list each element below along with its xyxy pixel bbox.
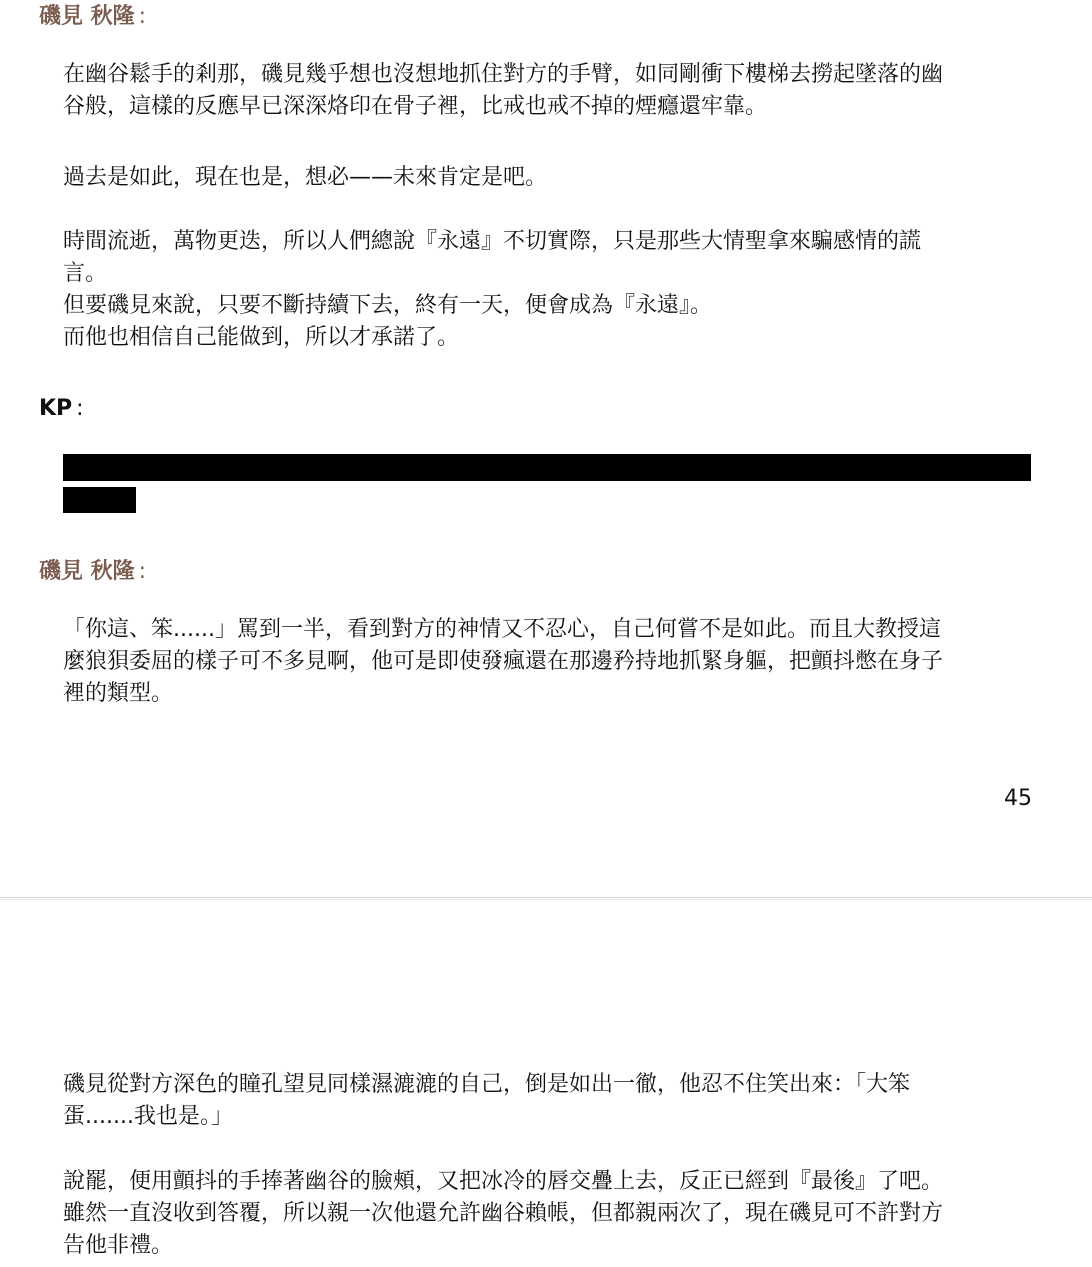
speaker-name: 磯見 秋隆 <box>39 559 135 584</box>
speaker-label-isomi <box>39 2 146 32</box>
text-line: 磯見從對方深色的瞳孔望見同樣濕漉漉的自己，倒是如出一徹，他忍不住笑出來：「大笨 <box>63 1072 911 1097</box>
speaker-name: KP <box>39 396 73 421</box>
speaker-name: 磯見 秋隆 <box>39 4 135 29</box>
text-line: 言。 <box>63 261 108 286</box>
text-line: 蛋.......我也是。」 <box>63 1104 233 1129</box>
redaction-bar <box>63 454 1031 481</box>
speaker-label-isomi <box>39 557 146 587</box>
text-line: 谷般，這樣的反應早已深深烙印在骨子裡，比戒也戒不掉的煙癮還牢靠。 <box>63 94 768 119</box>
text-line: 「你這、笨......」罵到一半，看到對方的神情又不忍心，自己何嘗不是如此。而且大教授這 <box>63 617 941 642</box>
text-line: 麼狼狽委屈的樣子可不多見啊，他可是即使發瘋還在那邊矜持地抓緊身軀，把顫抖憋在身子 <box>63 649 944 674</box>
separator-line <box>0 897 1092 898</box>
text-line: 雖然一直沒收到答覆，所以親一次他還允許幽谷賴帳，但都親兩次了，現在磯見可不許對方 <box>63 1201 944 1226</box>
text-line: 時間流逝，萬物更迭，所以人們總說『永遠』不切實際，只是那些大情聖拿來騙感情的謊 <box>63 229 922 254</box>
text-line: 在幽谷鬆手的剎那，磯見幾乎想也沒想地抓住對方的手臂，如同剛衝下樓梯去撈起墜落的幽 <box>63 62 944 87</box>
document-page-46 <box>0 912 1092 1267</box>
text-line: 告他非禮。 <box>63 1233 174 1258</box>
speaker-label-kp <box>39 394 84 424</box>
text-line: 而他也相信自己能做到，所以才承諾了。 <box>63 325 460 350</box>
speaker-colon: : <box>138 4 147 29</box>
dialogue-paragraph <box>63 1069 1038 1133</box>
dialogue-paragraph <box>63 1166 1038 1262</box>
text-line: 說罷，便用顫抖的手捧著幽谷的臉頰，又把冰冷的唇交疊上去，反正已經到『最後』了吧。 <box>63 1169 944 1194</box>
dialogue-paragraph <box>63 59 1038 123</box>
dialogue-paragraph <box>63 162 1038 194</box>
redaction-bar <box>63 487 136 513</box>
text-line: 裡的類型。 <box>63 681 174 706</box>
separator-line <box>0 899 1092 900</box>
dialogue-paragraph <box>63 226 1038 354</box>
page-number: 45 <box>1004 786 1032 811</box>
text-line: 過去是如此，現在也是，想必——未來肯定是吧。 <box>63 165 548 190</box>
speaker-colon: : <box>138 559 147 584</box>
dialogue-paragraph <box>63 614 1038 710</box>
page-separator <box>0 884 1092 912</box>
text-line: 但要磯見來說，只要不斷持續下去，終有一天，便會成為『永遠』。 <box>63 293 713 318</box>
speaker-colon: : <box>76 396 84 421</box>
